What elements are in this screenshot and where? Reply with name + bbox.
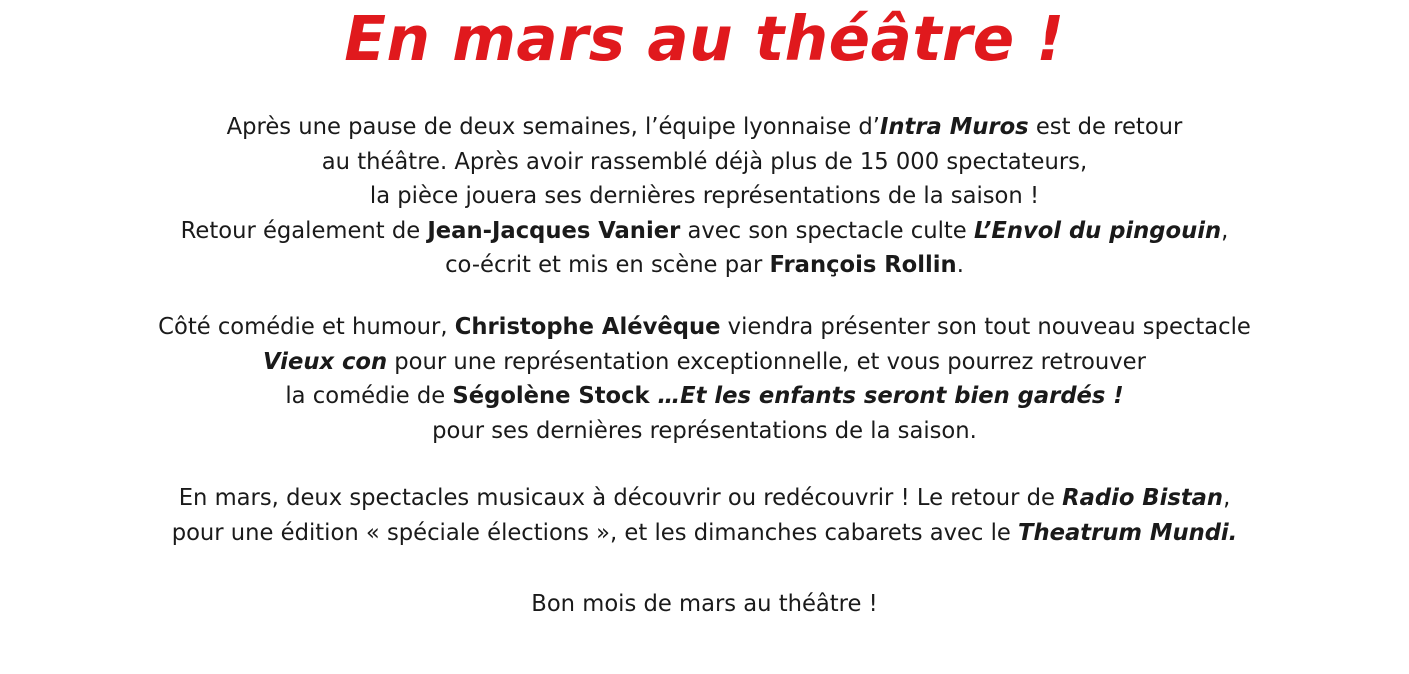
paragraph-line xyxy=(0,214,1409,249)
closing-line: Bon mois de mars au théâtre ! xyxy=(531,591,878,617)
text-segment: viendra présenter son tout nouveau spectacle xyxy=(720,314,1251,340)
text-segment: avec son spectacle culte xyxy=(680,217,974,244)
paragraph-line xyxy=(0,379,1409,414)
text-segment: , xyxy=(1221,217,1229,244)
paragraph-line xyxy=(0,516,1409,551)
paragraph-intra-muros xyxy=(0,110,1409,283)
show-title-envol-du-pingouin: L’Envol du pingouin xyxy=(973,217,1222,244)
text-segment: co-écrit et mis en scène par xyxy=(445,252,770,278)
artist-name-francois-rollin: François Rollin xyxy=(769,252,957,278)
paragraph-line xyxy=(0,248,1409,283)
paragraph-line: au théâtre. Après avoir rassemblé déjà plus de 15 000 spectateurs, xyxy=(321,148,1088,175)
paragraph-line xyxy=(0,110,1409,145)
paragraph-comedie xyxy=(0,310,1409,448)
text-segment: Après une pause de deux semaines, l’équipe lyonnaise d’ xyxy=(226,114,880,140)
show-title-radio-bistan: Radio Bistan xyxy=(1062,485,1224,511)
text-segment: , xyxy=(1223,485,1231,511)
show-title-vieux-con: Vieux con xyxy=(263,348,388,375)
artist-name-christophe-aleveque: Christophe Alévêque xyxy=(454,314,721,340)
text-segment: En mars, deux spectacles musicaux à découvrir ou redécouvrir ! Le retour de xyxy=(178,485,1063,511)
paragraph-line xyxy=(0,481,1409,516)
text-segment: . xyxy=(956,252,964,278)
artist-name-segolene-stock: Ségolène Stock xyxy=(452,383,650,409)
text-segment: est de retour xyxy=(1028,114,1183,140)
text-segment: pour une édition « spéciale élections », et les dimanches cabarets avec le xyxy=(171,519,1019,546)
text-segment: pour une représentation exceptionnelle, et vous pourrez retrouver xyxy=(387,348,1146,375)
show-title-et-les-enfants: …Et les enfants seront bien gardés ! xyxy=(649,383,1124,409)
text-segment: la comédie de xyxy=(285,383,453,409)
artist-name-jean-jacques-vanier: Jean-Jacques Vanier xyxy=(427,217,681,244)
paragraph-musicaux xyxy=(0,481,1409,550)
text-segment: Côté comédie et humour, xyxy=(158,314,455,340)
text-segment: Retour également de xyxy=(180,217,428,244)
page-title: En mars au théâtre ! xyxy=(344,4,1065,75)
show-title-intra-muros: Intra Muros xyxy=(879,114,1029,140)
paragraph-line xyxy=(0,310,1409,345)
paragraph-line: la pièce jouera ses dernières représentations de la saison ! xyxy=(369,183,1040,209)
show-title-theatrum-mundi: Theatrum Mundi. xyxy=(1018,519,1238,546)
paragraph-closing xyxy=(0,587,1409,622)
paragraph-line: pour ses dernières représentations de la saison. xyxy=(432,417,977,444)
paragraph-line xyxy=(0,345,1409,380)
